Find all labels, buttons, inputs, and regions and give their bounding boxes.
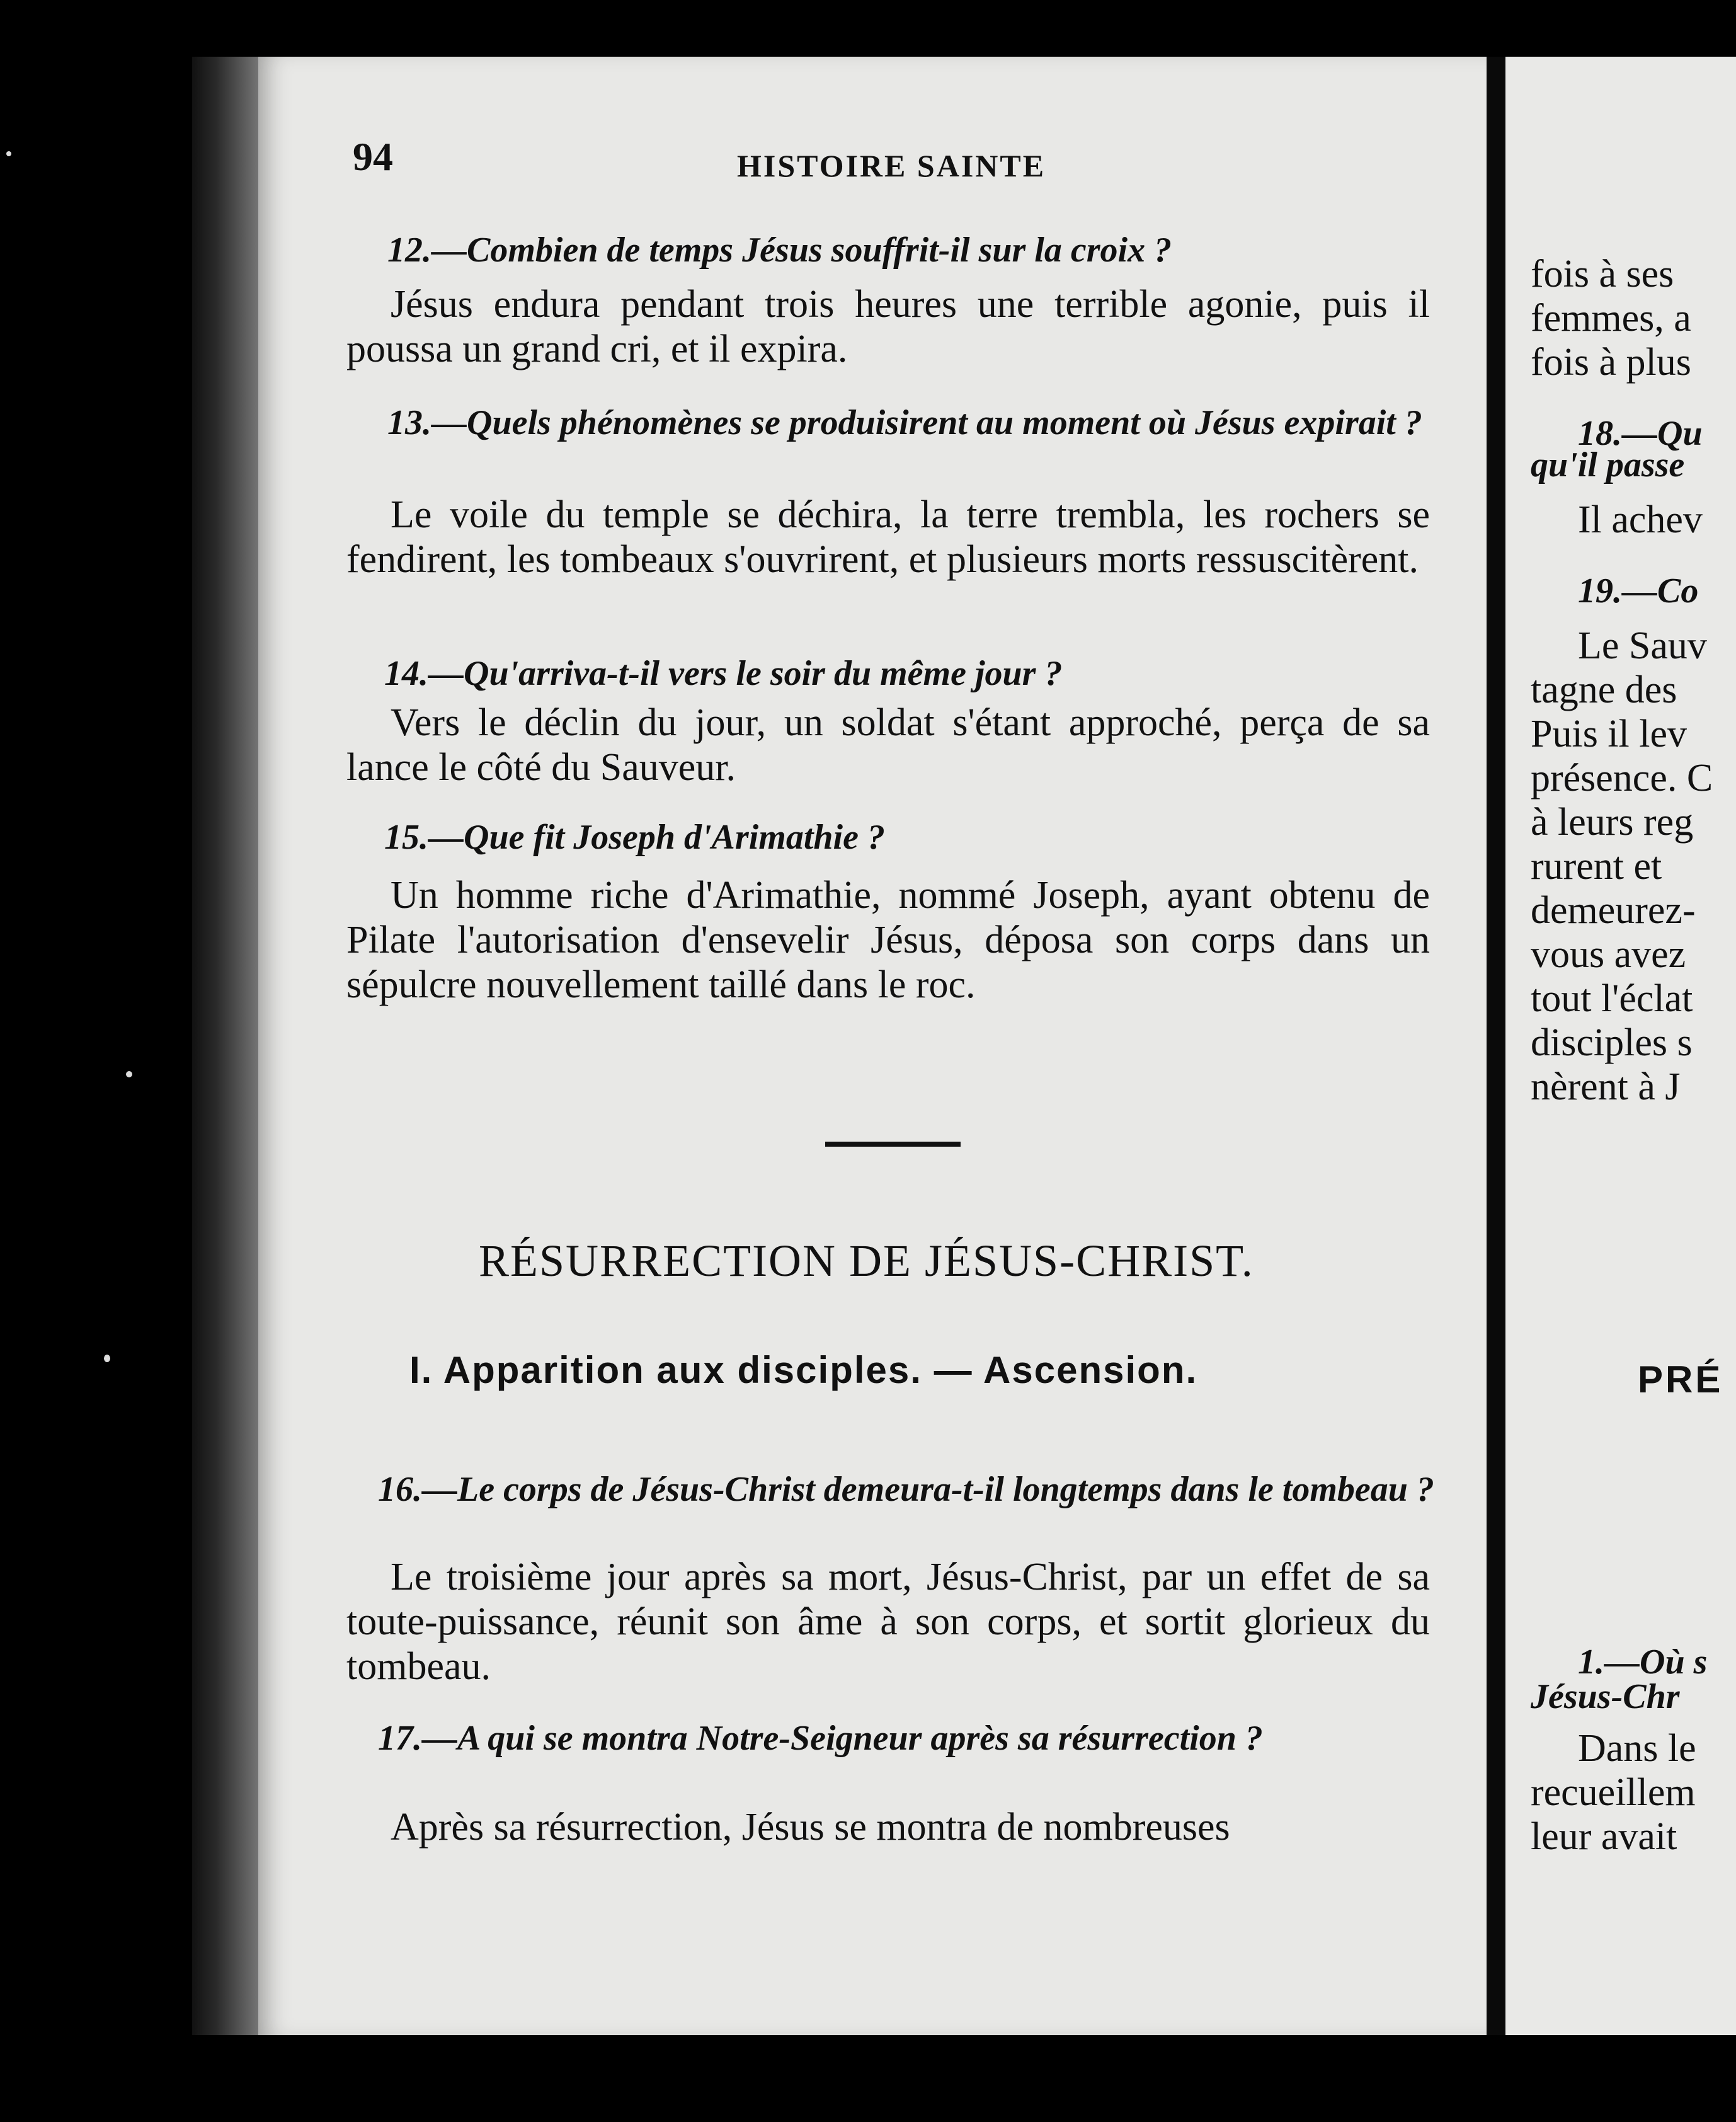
question: 13.—Quels phénomènes se produisirent au moment où Jésus expirait ? xyxy=(387,403,1422,442)
answer: Jésus endura pendant trois heures une terrible agonie, puis il poussa un grand cri, et il expira. xyxy=(346,283,1430,370)
dust-speck xyxy=(104,1355,110,1362)
right-line: Dans le xyxy=(1578,1727,1696,1770)
answer: Le voile du temple se déchira, la terre trembla, les rochers se fendirent, les tombeaux s'ouvrirent, et plusieurs morts ressuscitèrent. xyxy=(346,493,1430,581)
section-divider xyxy=(825,1142,961,1147)
right-line: Puis il lev xyxy=(1531,713,1687,755)
right-line: fois à ses xyxy=(1531,253,1674,295)
right-line: disciples s xyxy=(1531,1021,1693,1064)
page-gutter xyxy=(1487,57,1505,2035)
right-line: leur avait xyxy=(1531,1815,1677,1858)
right-heading: PRÉ xyxy=(1638,1358,1723,1401)
section-title: RÉSURRECTION DE JÉSUS-CHRIST. xyxy=(479,1236,1254,1286)
right-question: 18.—Qu xyxy=(1578,414,1703,453)
right-line: à leurs reg xyxy=(1531,801,1694,844)
right-question: qu'il passe xyxy=(1531,445,1685,485)
right-line: vous avez xyxy=(1531,933,1686,976)
right-question: Jésus-Chr xyxy=(1531,1677,1680,1716)
right-line: recueillem xyxy=(1531,1771,1696,1814)
right-line: femmes, a xyxy=(1531,297,1691,340)
question: 12.—Combien de temps Jésus souffrit-il sur la croix ? xyxy=(387,231,1172,270)
dust-speck xyxy=(126,1071,132,1077)
answer: Après sa résurrection, Jésus se montra de nombreuses xyxy=(391,1806,1230,1849)
right-line: Le Sauv xyxy=(1578,624,1707,667)
question: 16.—Le corps de Jésus-Christ demeura-t-il longtemps dans le tombeau ? xyxy=(378,1470,1434,1509)
right-line: présence. C xyxy=(1531,757,1713,800)
question: 17.—A qui se montra Notre-Seigneur après sa résurrection ? xyxy=(378,1719,1263,1758)
right-line: nèrent à J xyxy=(1531,1065,1681,1108)
answer: Le troisième jour après sa mort, Jésus-Christ, par un effet de sa toute-puissance, réunit son âme à son corps, et sortit glorieux du tombeau. xyxy=(346,1556,1430,1688)
right-line: tagne des xyxy=(1531,668,1677,711)
book-binding xyxy=(192,57,261,2035)
subsection-title: I. Apparition aux disciples. — Ascension. xyxy=(409,1349,1198,1391)
question: 15.—Que fit Joseph d'Arimathie ? xyxy=(384,818,885,857)
answer: Un homme riche d'Arimathie, nommé Joseph, ayant obtenu de Pilate l'autorisation d'ensevelir Jésus, déposa son corps dans un sépulcre nouvellement taillé dans le roc. xyxy=(346,874,1430,1006)
page-number: 94 xyxy=(353,134,393,179)
answer: Vers le déclin du jour, un soldat s'étant approché, perça de sa lance le côté du Sauveur. xyxy=(346,701,1430,789)
right-line: Il achev xyxy=(1578,498,1703,541)
right-page xyxy=(1505,57,1736,2035)
question: 14.—Qu'arriva-t-il vers le soir du même jour ? xyxy=(384,654,1063,693)
right-line: demeurez- xyxy=(1531,889,1696,932)
running-title: HISTOIRE SAINTE xyxy=(737,148,1046,183)
dust-speck xyxy=(6,151,11,156)
right-line: tout l'éclat xyxy=(1531,977,1693,1020)
right-line: rurent et xyxy=(1531,845,1662,888)
right-question: 19.—Co xyxy=(1578,571,1699,611)
right-question: 1.—Où s xyxy=(1578,1643,1708,1682)
right-line: fois à plus xyxy=(1531,341,1691,384)
